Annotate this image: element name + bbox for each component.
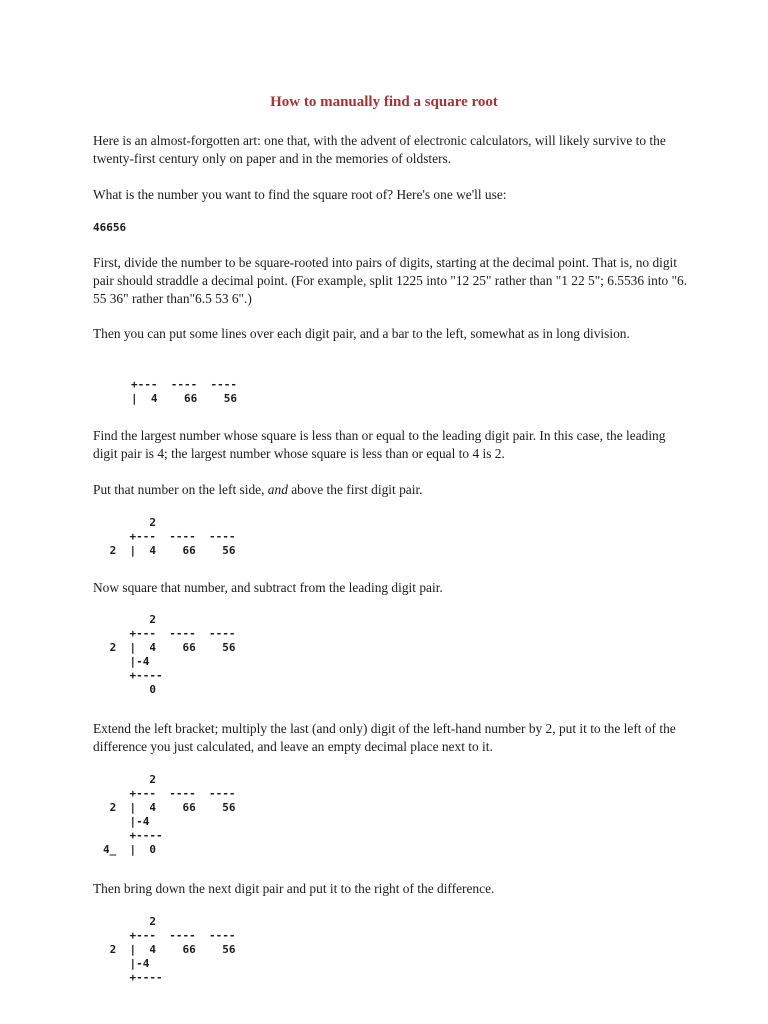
- diagram-4: 2 +--- ---- ---- 2 | 4 66 56 |-4 +---- 4_ | 0: [103, 773, 236, 856]
- step7-paragraph: Then bring down the next digit pair and put it to the right of the difference.: [93, 881, 495, 896]
- question-paragraph: What is the number you want to find the square root of? Here's one we'll use:: [93, 187, 507, 202]
- diagram-1: +--- ---- ---- | 4 66 56: [131, 378, 237, 405]
- example-number: 46656: [93, 221, 127, 234]
- page-title: How to manually find a square root: [270, 94, 498, 110]
- step4-emphasis: and: [267, 482, 288, 497]
- step6-paragraph: Extend the left bracket; multiply the last (and only) digit of the left-hand number by 2, put it to the left of the difference you just calculated, and leave an empty decimal place next to it.: [93, 721, 676, 754]
- step4-text-after: above the first digit pair.: [287, 482, 423, 497]
- step1-paragraph: First, divide the number to be square-rooted into pairs of digits, starting at the decimal point. That is, no digit pair should straddle a decimal point. (For example, split 1225 into "12 25" rather than "1 22 5"; 6.5536 into "6. 55 36" rather than"6.5 53 6".): [93, 255, 688, 306]
- step2-paragraph: Then you can put some lines over each digit pair, and a bar to the left, somewhat as in long division.: [93, 326, 630, 341]
- intro-paragraph: Here is an almost-forgotten art: one that, with the advent of electronic calculators, will likely survive to the twenty-first century only on paper and in the memories of oldsters.: [93, 133, 666, 166]
- diagram-3: 2 +--- ---- ---- 2 | 4 66 56 |-4 +---- 0: [109, 613, 236, 696]
- step4-text-before: Put that number on the left side,: [93, 482, 268, 497]
- diagram-5: 2 +--- ---- ---- 2 | 4 66 56 |-4 +----: [109, 915, 236, 984]
- step4-paragraph: [93, 481, 693, 499]
- diagram-2: 2 +--- ---- ---- 2 | 4 66 56: [109, 516, 236, 557]
- step3-paragraph: Find the largest number whose square is less than or equal to the leading digit pair. In this case, the leading digit pair is 4; the largest number whose square is less than or equal to 4 is 2.: [93, 428, 666, 461]
- step5-paragraph: Now square that number, and subtract from the leading digit pair.: [93, 580, 443, 595]
